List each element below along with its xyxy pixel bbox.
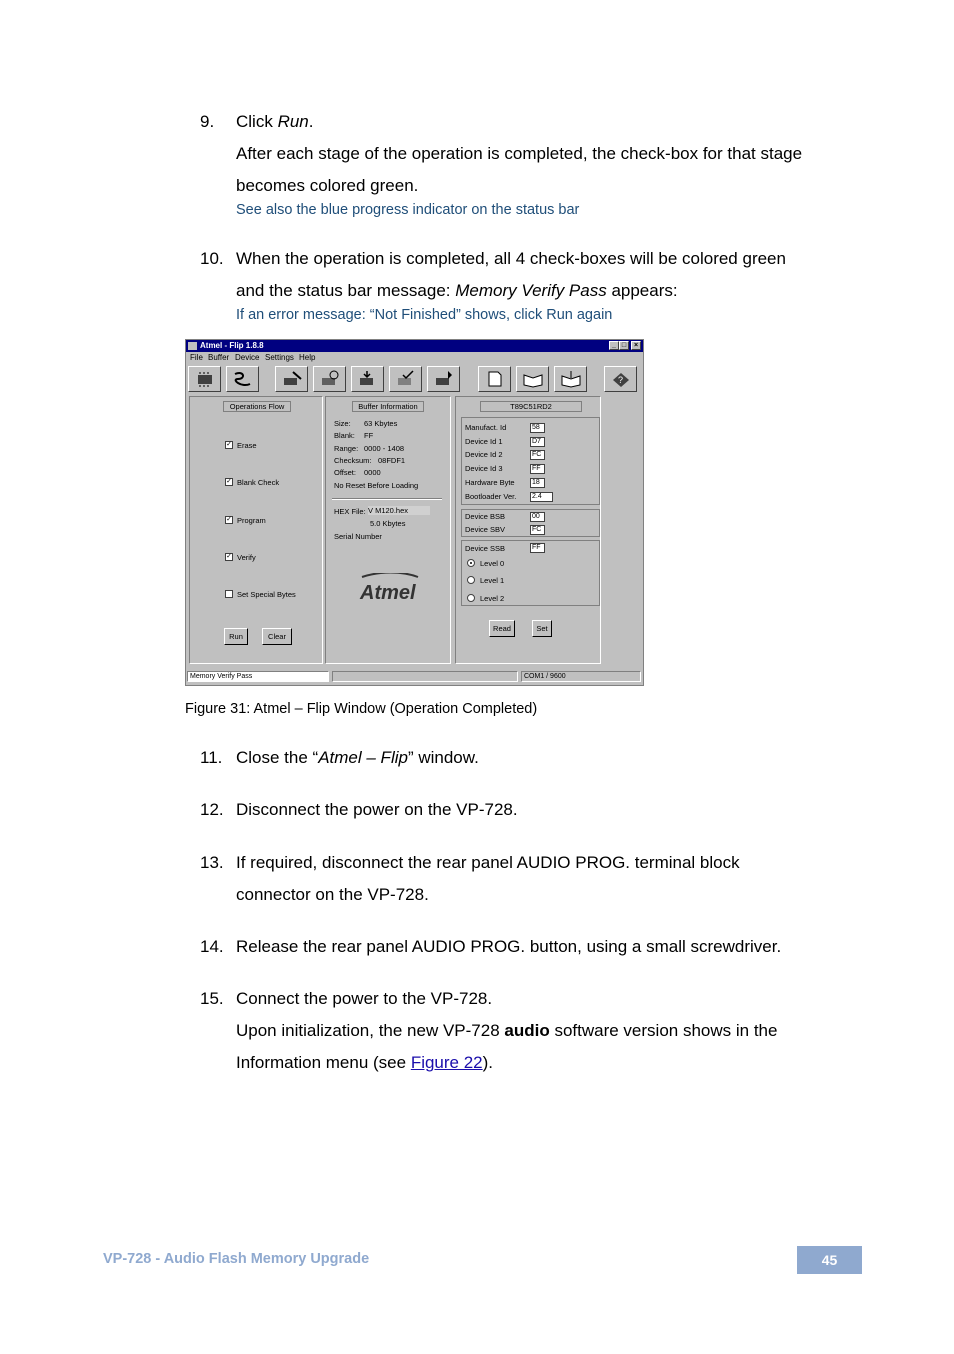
step-12-number: 12. (200, 800, 224, 819)
buffer-information-header: Buffer Information (352, 401, 424, 412)
chip-icon (194, 370, 216, 388)
step-15-line3: Information menu (see Figure 22). (236, 1053, 494, 1072)
level-1-radio[interactable] (467, 576, 475, 584)
hex-file-value: V M120.hex (368, 506, 430, 515)
no-reset-label: No Reset Before Loading (334, 481, 419, 490)
step-12-text: Disconnect the power on the VP-728. (236, 800, 518, 819)
minimize-icon[interactable]: _ (609, 341, 619, 350)
status-message: Memory Verify Pass (187, 671, 329, 682)
footer-title: VP-728 - Audio Flash Memory Upgrade (103, 1251, 370, 1267)
step-15-number: 15. (200, 989, 224, 1008)
manufact-id-label: Manufact. Id (465, 423, 507, 432)
menu-bar (186, 352, 643, 364)
hardware-byte-label: Hardware Byte (465, 478, 515, 487)
device-sbv-field[interactable]: FC (530, 525, 545, 535)
help-icon (610, 370, 632, 388)
select-communication-button[interactable] (226, 366, 259, 392)
step-9-number: 9. (200, 112, 215, 131)
device-pane (455, 396, 601, 664)
bootloader-ver-field[interactable]: 2.4 (530, 492, 553, 502)
svg-text:?: ? (618, 375, 624, 385)
device-id2-field[interactable]: FC (530, 450, 545, 460)
save-book-icon (560, 370, 582, 388)
hex-size-value: 5.0 Kbytes (370, 519, 406, 528)
buffer-divider (332, 498, 442, 500)
load-hex-button[interactable] (478, 366, 511, 392)
read-button[interactable]: Read (489, 620, 515, 637)
figure-22-link[interactable]: Figure 22 (410, 1053, 483, 1072)
device-id3-label: Device Id 3 (465, 464, 503, 473)
device-bsb-field[interactable]: 00 (530, 512, 545, 522)
serial-number-label: Serial Number (334, 532, 382, 541)
title-bar (186, 340, 643, 352)
step-13-line2: connector on the VP-728. (236, 885, 429, 904)
step-9-line2: After each stage of the operation is completed, the check-box for that stage (236, 144, 803, 163)
level-2-label: Level 2 (480, 594, 505, 603)
step-9-note: See also the blue progress indicator on the status bar (236, 202, 580, 218)
program-button[interactable] (351, 366, 384, 392)
edit-buffer-button[interactable] (516, 366, 549, 392)
level-2-radio[interactable] (467, 594, 475, 602)
erase-checkbox[interactable]: ✓ (226, 441, 232, 448)
step-14-number: 14. (200, 937, 224, 956)
erase-label: Erase (237, 441, 257, 450)
step-10-line1: When the operation is completed, all 4 check-boxes will be colored green (236, 249, 786, 268)
menu-device[interactable]: Device (235, 353, 260, 362)
run-button[interactable]: Run (224, 628, 248, 645)
port-status: COM1 / 9600 (521, 671, 641, 682)
device-ssb-field[interactable]: FF (530, 543, 545, 553)
app-icon (188, 342, 197, 350)
maximize-icon[interactable]: □ (619, 341, 629, 350)
save-buffer-button[interactable] (554, 366, 587, 392)
svg-text:Atmel: Atmel (360, 582, 416, 603)
offset-value: 0000 (364, 468, 381, 477)
cable-icon (232, 370, 254, 388)
device-bsb-label: Device BSB (465, 512, 506, 521)
device-sbv-label: Device SBV (465, 525, 506, 534)
atmel-logo (358, 573, 422, 603)
step-11-number: 11. (200, 748, 223, 767)
set-special-bytes-label: Set Special Bytes (237, 590, 296, 599)
window-title: Atmel - Flip 1.8.8 (200, 341, 264, 350)
device-ssb-label: Device SSB (465, 544, 506, 553)
step-13-number: 13. (200, 853, 224, 872)
step-9-line3: becomes colored green. (236, 176, 419, 195)
program-icon (357, 370, 379, 388)
run-icon (433, 370, 455, 388)
program-checkbox[interactable]: ✓ (226, 516, 232, 523)
range-label: Range: (334, 444, 359, 453)
menu-buffer[interactable]: Buffer (208, 353, 230, 362)
load-file-icon (484, 370, 506, 388)
operations-flow-header: Operations Flow (223, 401, 291, 412)
device-id1-label: Device Id 1 (465, 437, 503, 446)
help-button[interactable] (604, 366, 637, 392)
verify-label: Verify (237, 553, 256, 562)
size-value: 63 Kbytes (364, 419, 398, 428)
hex-file-label: HEX File: (334, 507, 366, 516)
book-icon (522, 370, 544, 388)
offset-label: Offset: (334, 468, 356, 477)
device-id1-field[interactable]: D7 (530, 437, 545, 447)
checksum-label: Checksum: (334, 456, 372, 465)
range-value: 0000 - 1408 (364, 444, 405, 453)
manufact-id-field[interactable]: 58 (530, 423, 545, 433)
step-13-line1: If required, disconnect the rear panel AUDIO PROG. terminal block (236, 853, 740, 872)
clear-button[interactable]: Clear (262, 628, 292, 645)
device-name-header: T89C51RD2 (480, 401, 582, 412)
bootloader-ver-label: Bootloader Ver. (465, 492, 517, 501)
step-15-line2: Upon initialization, the new VP-728 audio software version shows in the (236, 1021, 778, 1040)
blank-check-label: Blank Check (237, 478, 280, 487)
step-10-number: 10. (200, 249, 224, 268)
hardware-byte-field[interactable]: 18 (530, 478, 545, 488)
erase-button[interactable] (275, 366, 308, 392)
blank-value: FF (364, 431, 374, 440)
step-10-line2: and the status bar message: Memory Verify Pass appears: (236, 281, 678, 300)
blank-check-checkbox[interactable]: ✓ (226, 478, 232, 485)
set-special-bytes-checkbox[interactable] (225, 590, 233, 598)
level-1-label: Level 1 (480, 576, 505, 585)
level-0-radio[interactable] (467, 559, 475, 567)
progress-fill (334, 673, 516, 680)
run-button-toolbar[interactable] (427, 366, 460, 392)
device-id2-label: Device Id 2 (465, 450, 503, 459)
set-button[interactable]: Set (532, 620, 552, 637)
operations-flow-pane (189, 396, 323, 664)
page-number: 45 (797, 1246, 862, 1274)
blank-label: Blank: (334, 431, 355, 440)
step-14-text: Release the rear panel AUDIO PROG. button, using a small screwdriver. (236, 937, 782, 956)
step-15-line1: Connect the power to the VP-728. (236, 989, 493, 1008)
toolbar (186, 365, 643, 393)
close-icon[interactable]: × (631, 341, 641, 350)
checksum-value: 08FDF1 (378, 456, 406, 465)
buffer-information-pane (325, 396, 451, 664)
verify-button[interactable] (389, 366, 422, 392)
blank-check-button[interactable] (313, 366, 346, 392)
size-label: Size: (334, 419, 351, 428)
step-9-text: Click Run. (236, 112, 314, 131)
menu-file[interactable]: File (190, 353, 203, 362)
menu-settings[interactable]: Settings (265, 353, 294, 362)
program-label: Program (237, 516, 266, 525)
device-id3-field[interactable]: FF (530, 464, 545, 474)
blank-check-icon (319, 370, 341, 388)
menu-help[interactable]: Help (299, 353, 316, 362)
select-device-button[interactable] (188, 366, 221, 392)
progress-bar (332, 671, 518, 682)
step-11-text: Close the “Atmel – Flip” window. (236, 748, 479, 767)
verify-checkbox[interactable]: ✓ (226, 553, 232, 560)
verify-icon (395, 370, 417, 388)
step-10-note: If an error message: “Not Finished” shows, click Run again (236, 307, 613, 323)
erase-icon (281, 370, 303, 388)
level-0-label: Level 0 (480, 559, 505, 568)
figure-caption: Figure 31: Atmel – Flip Window (Operation Completed) (185, 701, 538, 717)
flip-window-screenshot (185, 339, 644, 686)
atmel-logo-icon (358, 573, 422, 603)
